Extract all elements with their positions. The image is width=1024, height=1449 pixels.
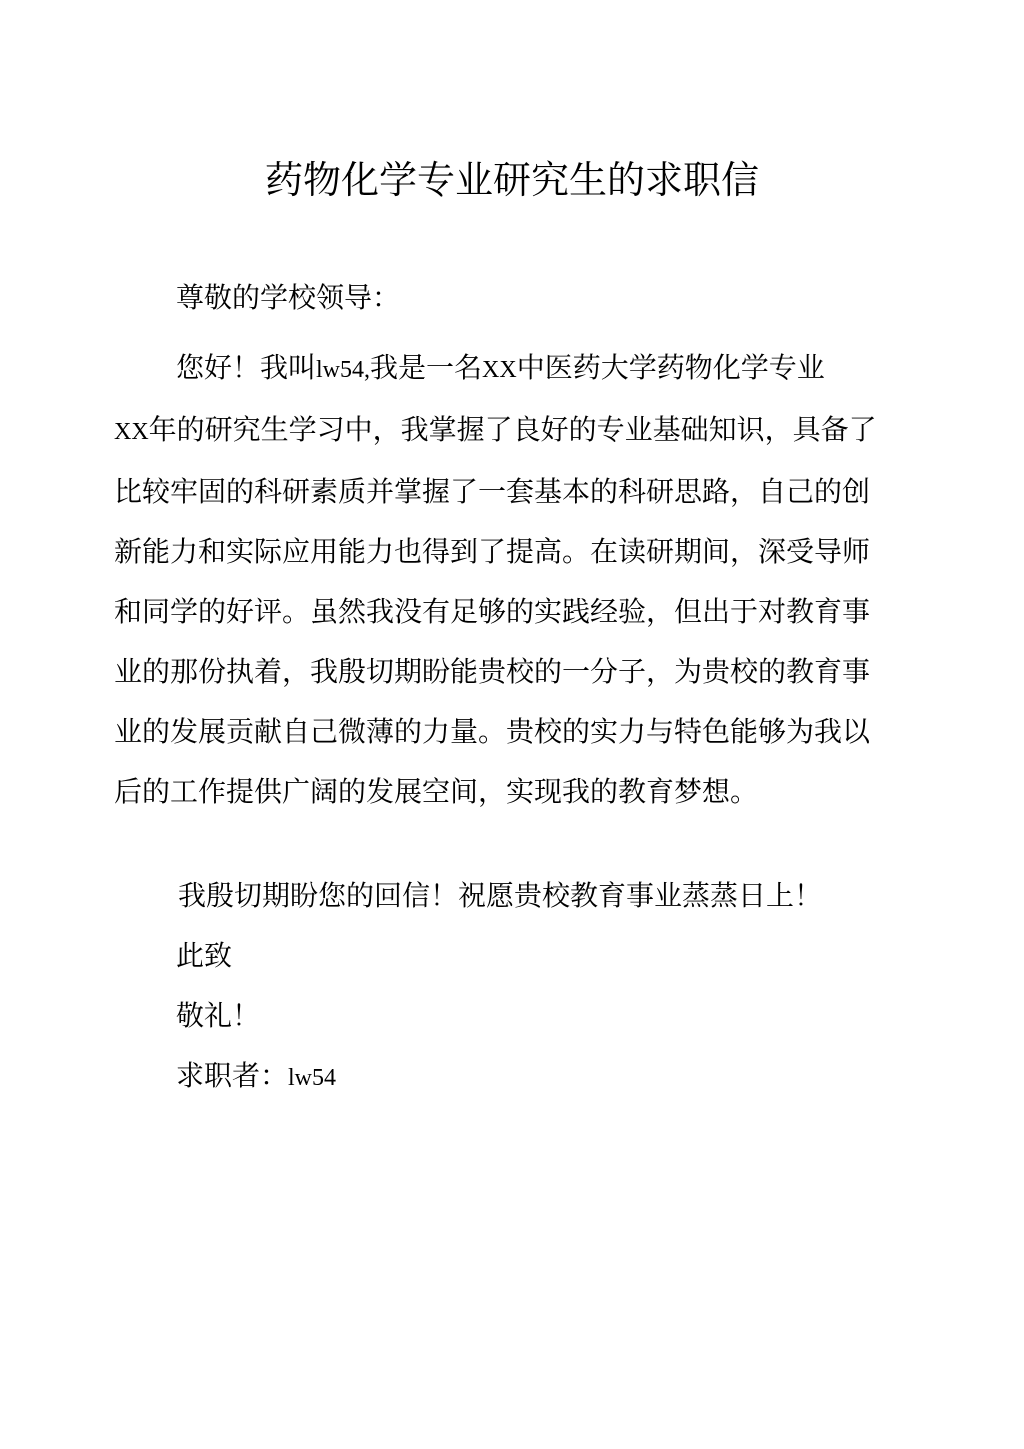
body-text-part2: 我是一名 xyxy=(370,351,483,384)
closing-wish: 我殷切期盼您的回信！祝愿贵校教育事业蒸蒸日上！ xyxy=(178,879,823,912)
page-title: 药物化学专业研究生的求职信 xyxy=(264,158,759,202)
salutation: 尊敬的学校领导： xyxy=(176,281,401,314)
applicant-name-inline: lw54, xyxy=(316,357,371,383)
body-text-part3: 中医药大学药物化学专业 xyxy=(516,351,825,384)
signature-name: lw54 xyxy=(288,1065,337,1091)
regards-line-2: 敬礼！ xyxy=(176,999,261,1032)
body-text-part1: 您好！我叫 xyxy=(176,351,317,384)
signature xyxy=(176,1056,336,1098)
placeholder-xx-1: XX xyxy=(482,357,517,383)
placeholder-xx-2: XX xyxy=(114,419,149,445)
body-text-part4: 年的研究生学习中，我掌握了良好的专业基础知识，具备了比较牢固的科研素质并掌握了一套基本的科研思路，自己的创新能力和实际应用能力也得到了提高。在读研期间，深受导师和同学的好评。虽然我没有足够的实践经验，但出于对教育事业的那份执着，我殷切期盼能贵校的一分子，为贵校的教育事业的发展贡献自己微薄的力量。贵校的实力与特色能够为我以后的工作提供广阔的发展空间，实现我的教育梦想。 xyxy=(114,413,877,808)
signature-label: 求职者： xyxy=(176,1059,289,1092)
regards-line-1: 此致 xyxy=(176,939,233,972)
body-paragraph xyxy=(114,338,894,822)
